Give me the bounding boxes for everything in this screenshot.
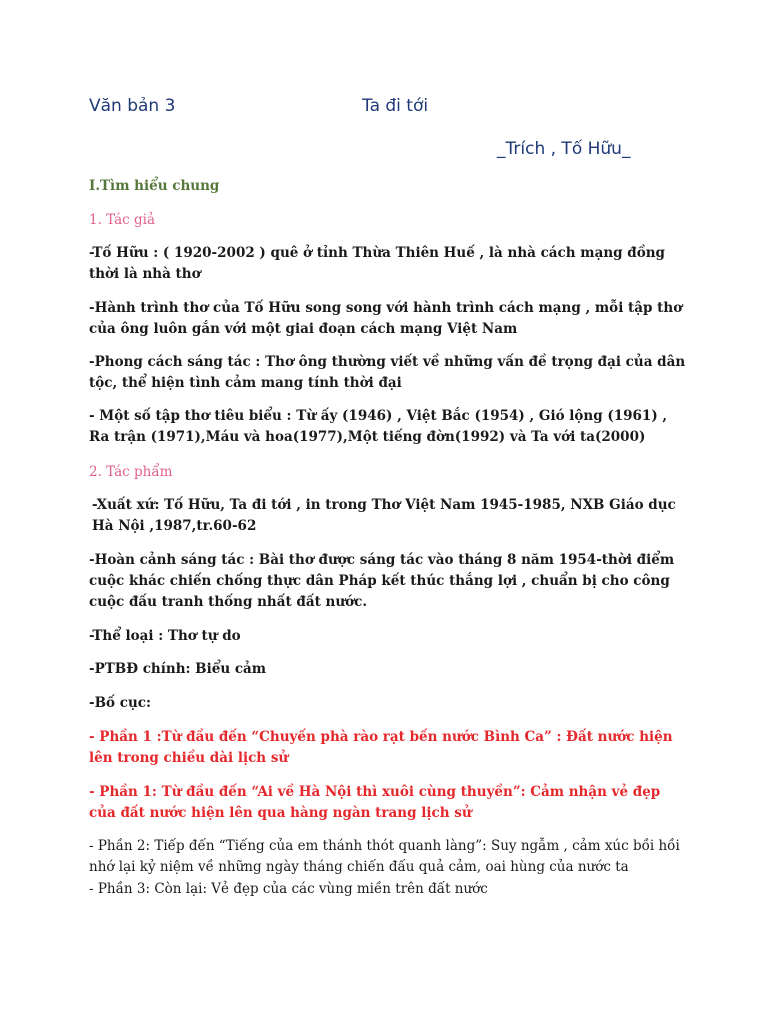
paragraph: - Phần 2: Tiếp đến “Tiếng của em thánh thót quanh làng”: Suy ngẫm , cảm xúc bồi hồi nhớ lại kỷ niệm về những ngày tháng chiến đấu quả cảm, oai hùng của nước ta bbox=[89, 838, 680, 875]
doc-title: Ta đi tới bbox=[362, 96, 429, 116]
paragraph: - Một số tập thơ tiêu biểu : Từ ấy (1946) , Việt Bắc (1954) , Gió lộng (1961) , Ra trận (1971),Máu và hoa(1977),Một tiếng đờn(1992) và Ta với ta(2000) bbox=[89, 408, 668, 445]
doc-byline: _Trích , Tố Hữu_ bbox=[497, 139, 631, 159]
paragraph: -Phong cách sáng tác : Thơ ông thường viết về những vấn đề trọng đại của dân tộc, thể hiện tình cảm mang tính thời đại bbox=[89, 354, 686, 391]
section-heading: I.Tìm hiểu chung bbox=[89, 178, 220, 194]
paragraph: -Tố Hữu : ( 1920-2002 ) quê ở tỉnh Thừa Thiên Huế , là nhà cách mạng đồng thời là nhà thơ bbox=[89, 245, 665, 282]
paragraph: -Hành trình thơ của Tố Hữu song song với hành trình cách mạng , mỗi tập thơ của ông luôn gắn với một giai đoạn cách mạng Việt Nam bbox=[89, 300, 683, 337]
paragraph: -Bố cục: bbox=[89, 695, 151, 711]
paragraph-highlight: - Phần 1: Từ đầu đến “Ai về Hà Nội thì xuôi cùng thuyền”: Cảm nhận vẻ đẹp của đất nước hiện lên qua hàng ngàn trang lịch sử bbox=[89, 784, 661, 821]
subsection-heading: 1. Tác giả bbox=[89, 212, 156, 228]
paragraph-highlight: - Phần 1 :Từ đầu đến “Chuyến phà rào rạt bến nước Bình Ca” : Đất nước hiện lên trong chiều dài lịch sử bbox=[89, 729, 673, 766]
paragraph: -Xuất xứ: Tố Hữu, Ta đi tới , in trong Thơ Việt Nam 1945-1985, NXB Giáo dục Hà Nội ,1987,tr.60-62 bbox=[92, 497, 676, 534]
paragraph: -Thể loại : Thơ tự do bbox=[89, 628, 241, 644]
paragraph: - Phần 3: Còn lại: Vẻ đẹp của các vùng miền trên đất nước bbox=[89, 881, 488, 897]
doc-label: Văn bản 3 bbox=[89, 96, 176, 116]
paragraph: -PTBĐ chính: Biểu cảm bbox=[89, 661, 267, 677]
paragraph: -Hoàn cảnh sáng tác : Bài thơ được sáng tác vào tháng 8 năm 1954-thời điểm cuộc khác chiến chống thực dân Pháp kết thúc thắng lợi , chuẩn bị cho công cuộc đấu tranh thống nhất đất nước. bbox=[89, 552, 675, 610]
subsection-heading: 2. Tác phẩm bbox=[89, 464, 173, 480]
